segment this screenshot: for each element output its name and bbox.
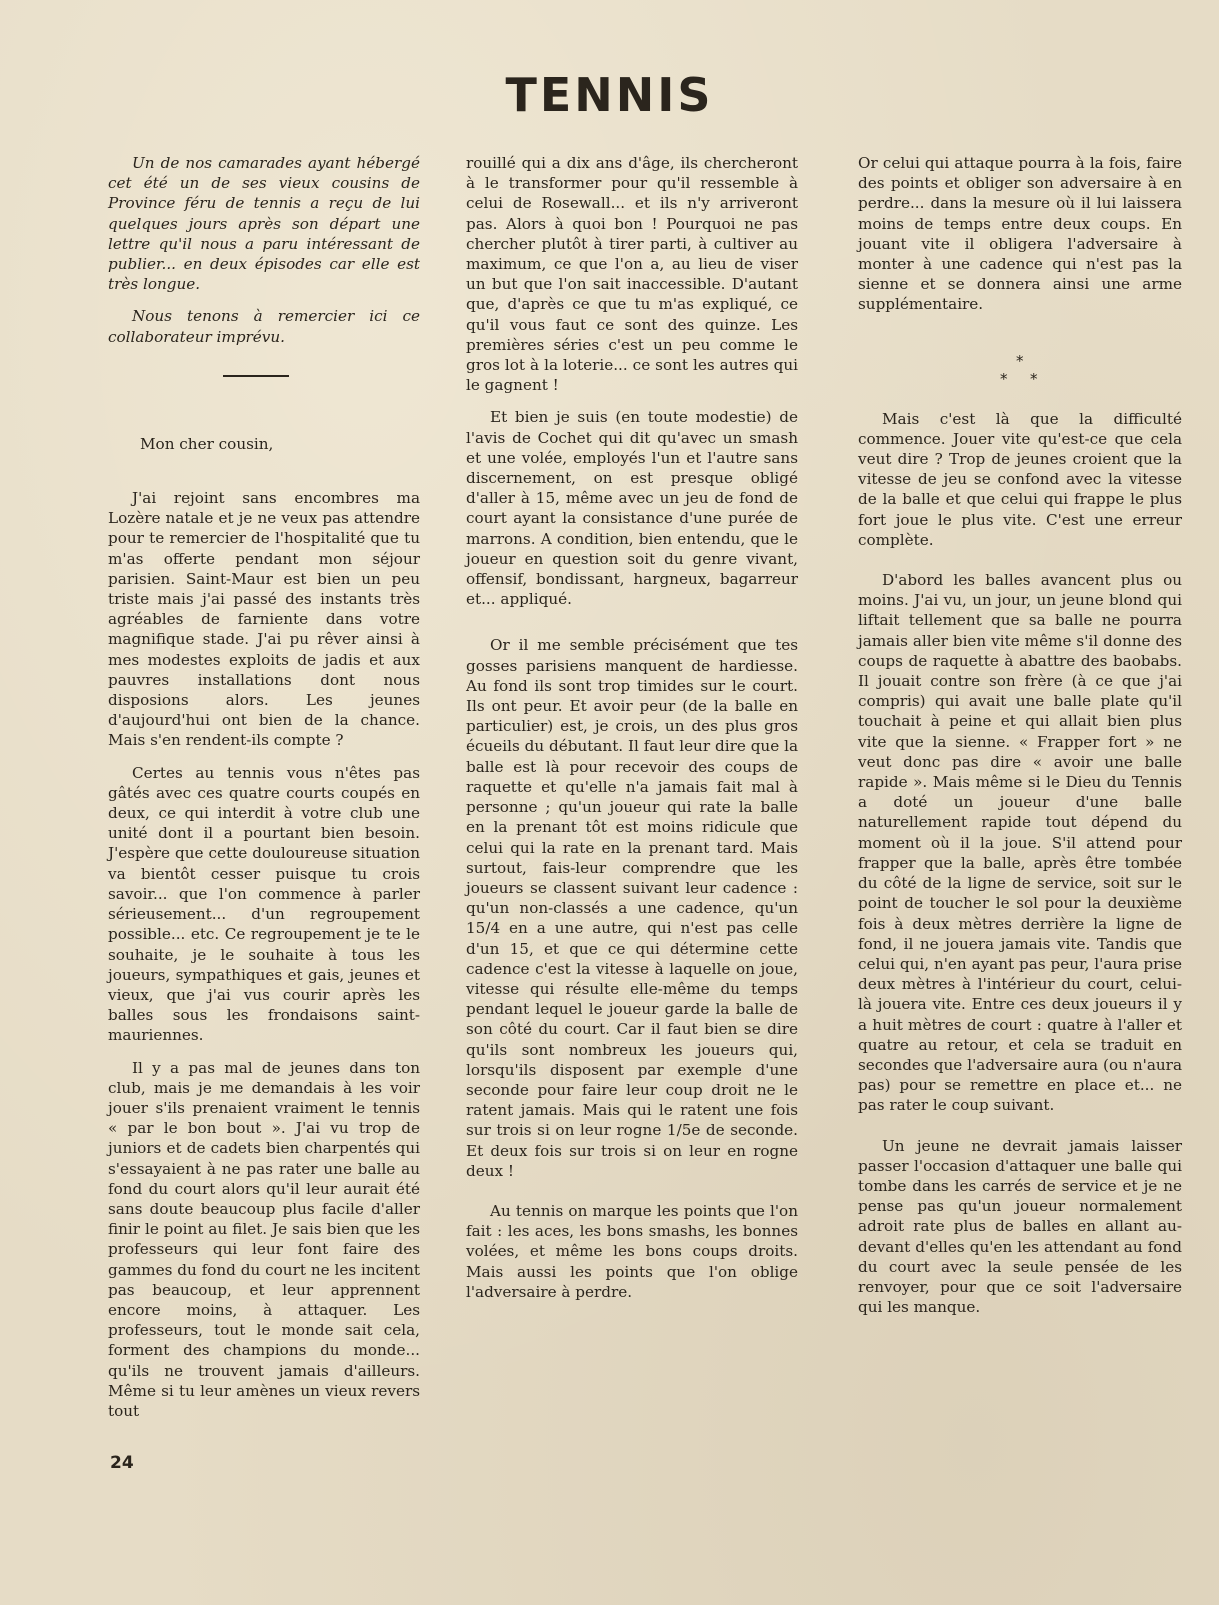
article-title: TENNIS — [505, 68, 714, 122]
body-paragraph: Mais c'est là que la difficulté commence. Jouer vite qu'est-ce que cela veut dire ? Trop de jeunes croient que la vitesse de jeu se confond avec la vitesse de la balle et que celui qui frappe le plus fort joue le plus vite. C'est une erreur complète. — [858, 409, 1182, 549]
body-paragraph: Or il me semble précisément que tes gosses parisiens manquent de hardiesse. Au fond ils sont trop timides sur le court. Ils ont peur. Et avoir peur (de la balle en particulier) est, je crois, un des plus gros écueils du débutant. Il faut leur dire que la balle est là pour recevoir des coups de raquette et qu'elle n'a jamais fait mal à personne ; qu'un joueur qui rate la balle en la prenant tôt est moins ridicule que celui qui la rate en la prenant tard. Mais surtout, fais-leur comprendre que les joueurs se classent suivant leur cadence : qu'un non-classés a une cadence, qu'un 15/4 en a une autre, qui n'est pas celle d'un 15, et que ce qui détermine cette cadence c'est la vitesse à laquelle on joue, vitesse qui résulte elle-même du temps pendant lequel le joueur garde la balle de son côté du court. Car il faut bien se dire qu'ils sont nombreux les joueurs qui, lorsqu'ils disposent par exemple d'une seconde pour faire leur coup droit ne le ratent jamais. Mais qui le ratent une fois sur trois si on leur rogne 1/5e de seconde. Et deux fois sur trois si on leur en rogne deux ! — [466, 636, 798, 1180]
intro-paragraph: Un de nos camarades ayant hébergé cet été un de ses vieux cousins de Province féru de tennis a reçu de lui quelques jours après son départ une lettre qu'il nous a paru intéressant de publier... en deux épisodes car elle est très longue. — [108, 154, 420, 294]
separator-rule — [223, 375, 289, 377]
body-paragraph: Un jeune ne devrait jamais laisser passer l'occasion d'attaquer une balle qui tombe dans les carrés de service et je ne pense pas qu'un joueur normalement adroit rate plus de balles en allant au-devant d'elles qu'en les attendant au fond du court avec la seule pensée de les renvoyer, pour que ce soit l'adversaire qui les manque. — [858, 1136, 1182, 1317]
body-paragraph: D'abord les balles avancent plus ou moins. J'ai vu, un jour, un jeune blond qui liftait tellement que sa balle ne pourra jamais aller bien vite même s'il donne des coups de raquette à abattre des baobabs. Il jouait contre son frère (à ce que j'ai compris) qui avait une balle plate qu'il touchait à peine et qui allait bien plus vite que la sienne. « Frapper fort » ne veut donc pas dire « avoir une balle rapide ». Mais même si le Dieu du Tennis a doté un joueur d'une balle naturellement rapide tout dépend du moment où il la joue. S'il attend pour frapper que la balle, après être tombée du côté de la ligne de service, soit sur le point de toucher le sol pour la deuxième fois à deux mètres derrière la ligne de fond, il ne jouera jamais vite. Tandis que celui qui, n'en ayant pas peur, l'aura prise deux mètres à l'intérieur du court, celui-là jouera vite. Entre ces deux joueurs il y a huit mètres de court : quatre à l'aller et quatre au retour, et cela se traduit en secondes que l'adversaire aura (ou n'aura pas) pour se remettre en place et... ne pas rater le coup suivant. — [858, 571, 1182, 1115]
column-1 — [108, 153, 420, 1433]
body-paragraph: Certes au tennis vous n'êtes pas gâtés avec ces quatre courts coupés en deux, ce qui interdit à votre club une unité dont il a pourtant bien besoin. J'espère que cette douloureuse situation va bientôt cesser puisque tu crois savoir... que l'on commence à parler sérieusement... d'un regroupement possible... etc. Ce regroupement je te le souhaite, je le souhaite à tous les joueurs, sympathiques et gais, jeunes et vieux, que j'ai vus courir après les balles sous les frondaisons saint-mauriennes. — [108, 763, 420, 1045]
salutation: Mon cher cousin, — [140, 434, 274, 453]
star-icon: * — [1016, 351, 1024, 370]
body-paragraph: Au tennis on marque les points que l'on fait : les aces, les bons smashs, les bonnes volées, et même les bons coups droits. Mais aussi les points que l'on oblige l'adversaire à perdre. — [466, 1201, 798, 1301]
intro-paragraph: Nous tenons à remercier ici ce collaborateur imprévu. — [108, 307, 420, 346]
body-paragraph: Il y a pas mal de jeunes dans ton club, mais je me demandais à les voir jouer s'ils prenaient vraiment le tennis « par le bon bout ». J'ai vu trop de juniors et de cadets bien charpentés qui s'essayaient à ne pas rater une balle au fond du court alors qu'il leur aurait été sans doute beaucoup plus facile d'aller finir le point au filet. Je sais bien que les professeurs qui leur font faire des gammes du fond du court ne les incitent pas beaucoup, et leur apprennent encore moins, à attaquer. Les professeurs, tout le monde sait cela, forment des champions du monde... qu'ils ne trouvent jamais d'ailleurs. Même si tu leur amènes un vieux revers tout — [108, 1058, 420, 1420]
star-icon: * — [1000, 369, 1008, 388]
section-break-stars — [858, 337, 1182, 397]
body-paragraph: rouillé qui a dix ans d'âge, ils chercheront à le transformer pour qu'il ressemble à celui de Rosewall... et ils n'y arriveront pas. Alors à quoi bon ! Pourquoi ne pas chercher plutôt à tirer parti, à cultiver au maximum, ce que l'on a, au lieu de viser un but que l'on sait inaccessible. D'autant que, d'après ce que tu m'as expliqué, ce qu'il vous faut ce sont des quinze. Les premières séries c'est un peu comme le gros lot à la loterie... ce sont les autres qui le gagnent ! — [466, 154, 798, 395]
body-paragraph: Et bien je suis (en toute modestie) de l'avis de Cochet qui dit qu'avec un smash et une volée, employés l'un et l'autre sans discernement, on est presque obligé d'aller à 15, même avec un jeu de fond de court ayant la consistance d'une purée de marrons. A condition, bien entendu, que le joueur en question soit du genre vivant, offensif, bondissant, hargneux, bagarreur et... appliqué. — [466, 408, 798, 609]
column-3 — [858, 153, 1182, 1329]
body-paragraph: J'ai rejoint sans encombres ma Lozère natale et je ne veux pas attendre pour te remercier de l'hospitalité que tu m'as offerte pendant mon séjour parisien. Saint-Maur est bien un peu triste mais j'ai passé des instants très agréables de farniente dans votre magnifique stade. J'ai pu rêver ainsi à mes modestes exploits de jadis et aux pauvres installations dont nous disposions alors. Les jeunes d'aujourd'hui ont bien de la chance. Mais s'en rendent-ils compte ? — [108, 489, 420, 750]
star-icon: * — [1030, 369, 1038, 388]
column-2 — [466, 153, 798, 1314]
body-paragraph: Or celui qui attaque pourra à la fois, faire des points et obliger son adversaire à en perdre... dans la mesure où il lui laissera moins de temps entre deux coups. En jouant vite il obligera l'adversaire à monter à une cadence qui n'est pas la sienne et se donnera ainsi une arme supplémentaire. — [858, 154, 1182, 314]
page-number: 24 — [110, 1453, 134, 1473]
